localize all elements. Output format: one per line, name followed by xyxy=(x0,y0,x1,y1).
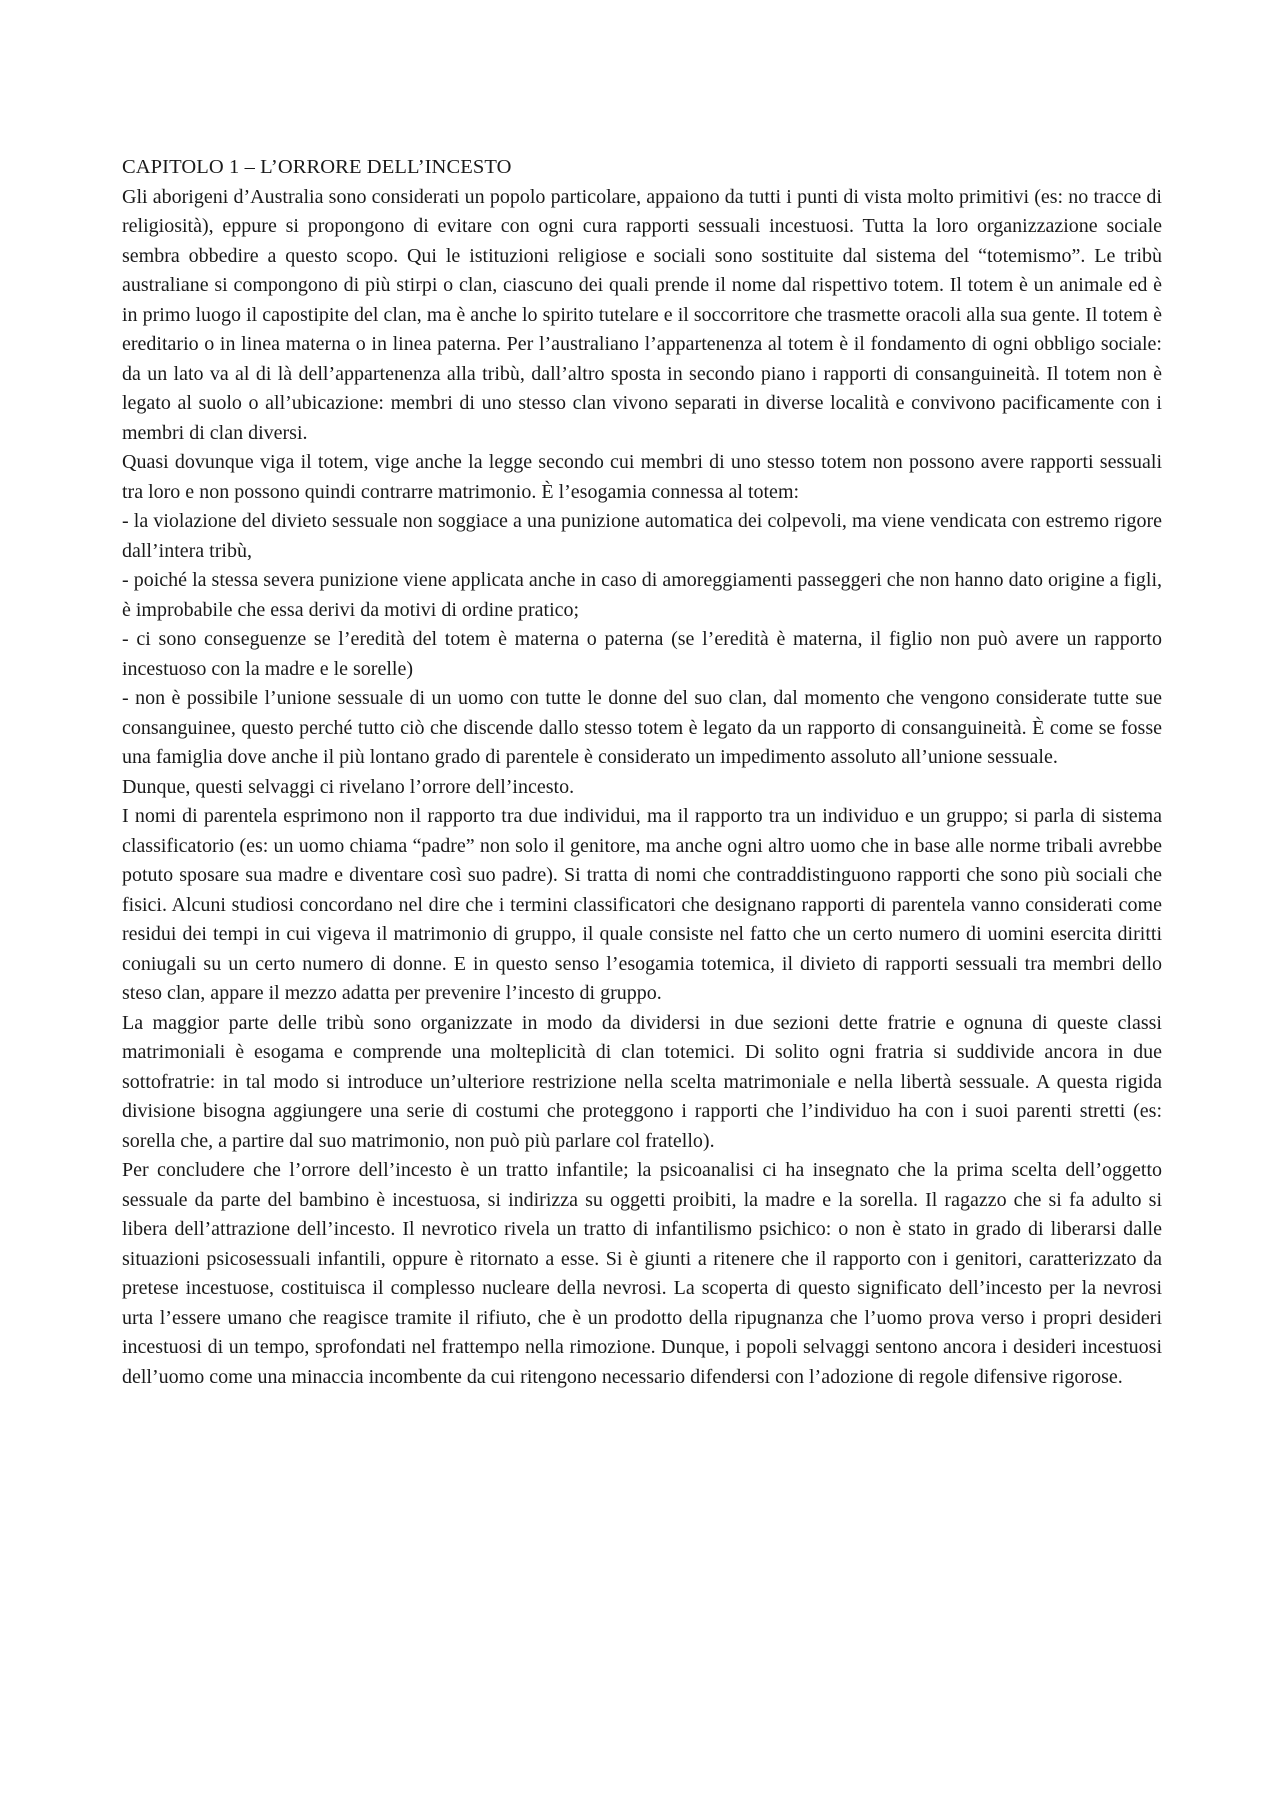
paragraph: I nomi di parentela esprimono non il rapporto tra due individui, ma il rapporto tra un individuo e un gruppo; si parla di sistema classificatorio (es: un uomo chiama “padre” non solo il genitore, ma anche ogni altro uomo che in base alle norme tribali avrebbe potuto sposare sua madre e diventare così suo padre). Si tratta di nomi che contraddistinguono rapporti che sono più sociali che fisici. Alcuni studiosi concordano nel dire che i termini classificatori che designano rapporti di parentela vanno considerati come residui dei tempi in cui vigeva il matrimonio di gruppo, il quale consiste nel fatto che un certo numero di uomini esercita diritti coniugali su un certo numero di donne. E in questo senso l’esogamia totemica, il divieto di rapporti sessuali tra membri dello steso clan, appare il mezzo adatta per prevenire l’incesto di gruppo. xyxy=(122,805,1162,1004)
chapter-title: CAPITOLO 1 – L’ORRORE DELL’INCESTO xyxy=(122,156,512,178)
paragraph: Gli aborigeni d’Australia sono considerati un popolo particolare, appaiono da tutti i punti di vista molto primitivi (es: no tracce di religiosità), eppure si propongono di evitare con ogni cura rapporti sessuali incestuosi. Tutta la loro organizzazione sociale sembra obbedire a questo scopo. Qui le istituzioni religiose e sociali sono sostituite dal sistema del “totemismo”. Le tribù australiane si compongono di più stirpi o clan, ciascuno dei quali prende il nome dal rispettivo totem. Il totem è un animale ed è in primo luogo il capostipite del clan, ma è anche lo spirito tutelare e il soccorritore che trasmette oracoli alla sua gente. Il totem è ereditario o in linea materna o in linea paterna. Per l’australiano l’appartenenza al totem è il fondamento di ogni obbligo sociale: da un lato va al di là dell’appartenenza alla tribù, dall’altro sposta in secondo piano i rapporti di consanguineità. Il totem non è legato al suolo o all’ubicazione: membri di uno stesso clan vivono separati in diverse località e convivono pacificamente con i membri di clan diversi. xyxy=(122,185,1162,444)
paragraph: La maggior parte delle tribù sono organizzate in modo da dividersi in due sezioni dette fratrie e ognuna di queste classi matrimoniali è esogama e comprende una molteplicità di clan totemici. Di solito ogni fratria si suddivide ancora in due sottofratrie: in tal modo si introduce un’ulteriore restrizione nella scelta matrimoniale e nella libertà sessuale. A questa rigida divisione bisogna aggiungere una serie di costumi che proteggono i rapporti che l’individuo ha con i suoi parenti stretti (es: sorella che, a partire dal suo matrimonio, non può più parlare col fratello). xyxy=(122,1011,1162,1152)
list-item: - poiché la stessa severa punizione viene applicata anche in caso di amoreggiamenti passeggeri che non hanno dato origine a figli, è improbabile che essa derivi da motivi di ordine pratico; xyxy=(122,569,1162,621)
paragraph: Per concludere che l’orrore dell’incesto è un tratto infantile; la psicoanalisi ci ha insegnato che la prima scelta dell’oggetto sessuale da parte del bambino è incestuosa, si indirizza su oggetti proibiti, la madre e la sorella. Il ragazzo che si fa adulto si libera dell’attrazione dell’incesto. Il nevrotico rivela un tratto di infantilismo psichico: o non è stato in grado di liberarsi dalle situazioni psicosessuali infantili, oppure è ritornato a esse. Si è giunti a ritenere che il rapporto con i genitori, caratterizzato da pretese incestuose, costituisca il complesso nucleare della nevrosi. La scoperta di questo significato dell’incesto per la nevrosi urta l’essere umano che reagisce tramite il rifiuto, che è un prodotto della ripugnanza che l’uomo prova verso i propri desideri incestuosi di un tempo, sprofondati nel frattempo nella rimozione. Dunque, i popoli selvaggi sentono ancora i desideri incestuosi dell’uomo come una minaccia incombente da cui ritengono necessario difendersi con l’adozione di regole difensive rigorose. xyxy=(122,1159,1162,1388)
paragraph: Dunque, questi selvaggi ci rivelano l’orrore dell’incesto. xyxy=(122,775,575,798)
list-item: - non è possibile l’unione sessuale di un uomo con tutte le donne del suo clan, dal momento che vengono considerate tutte sue consanguinee, questo perché tutto ciò che discende dallo stesso totem è legato da un rapporto di consanguineità. È come se fosse una famiglia dove anche il più lontano grado di parentele è considerato un impedimento assoluto all’unione sessuale. xyxy=(122,687,1162,768)
list-item: - ci sono conseguenze se l’eredità del totem è materna o paterna (se l’eredità è materna, il figlio non può avere un rapporto incestuoso con la madre e le sorelle) xyxy=(122,628,1162,680)
list-item: - la violazione del divieto sessuale non soggiace a una punizione automatica dei colpevoli, ma viene vendicata con estremo rigore dall’intera tribù, xyxy=(122,510,1162,562)
chapter-body xyxy=(122,183,1162,1393)
paragraph: Quasi dovunque viga il totem, vige anche la legge secondo cui membri di uno stesso totem non possono avere rapporti sessuali tra loro e non possono quindi contrarre matrimonio. È l’esogamia connessa al totem: xyxy=(122,451,1162,503)
